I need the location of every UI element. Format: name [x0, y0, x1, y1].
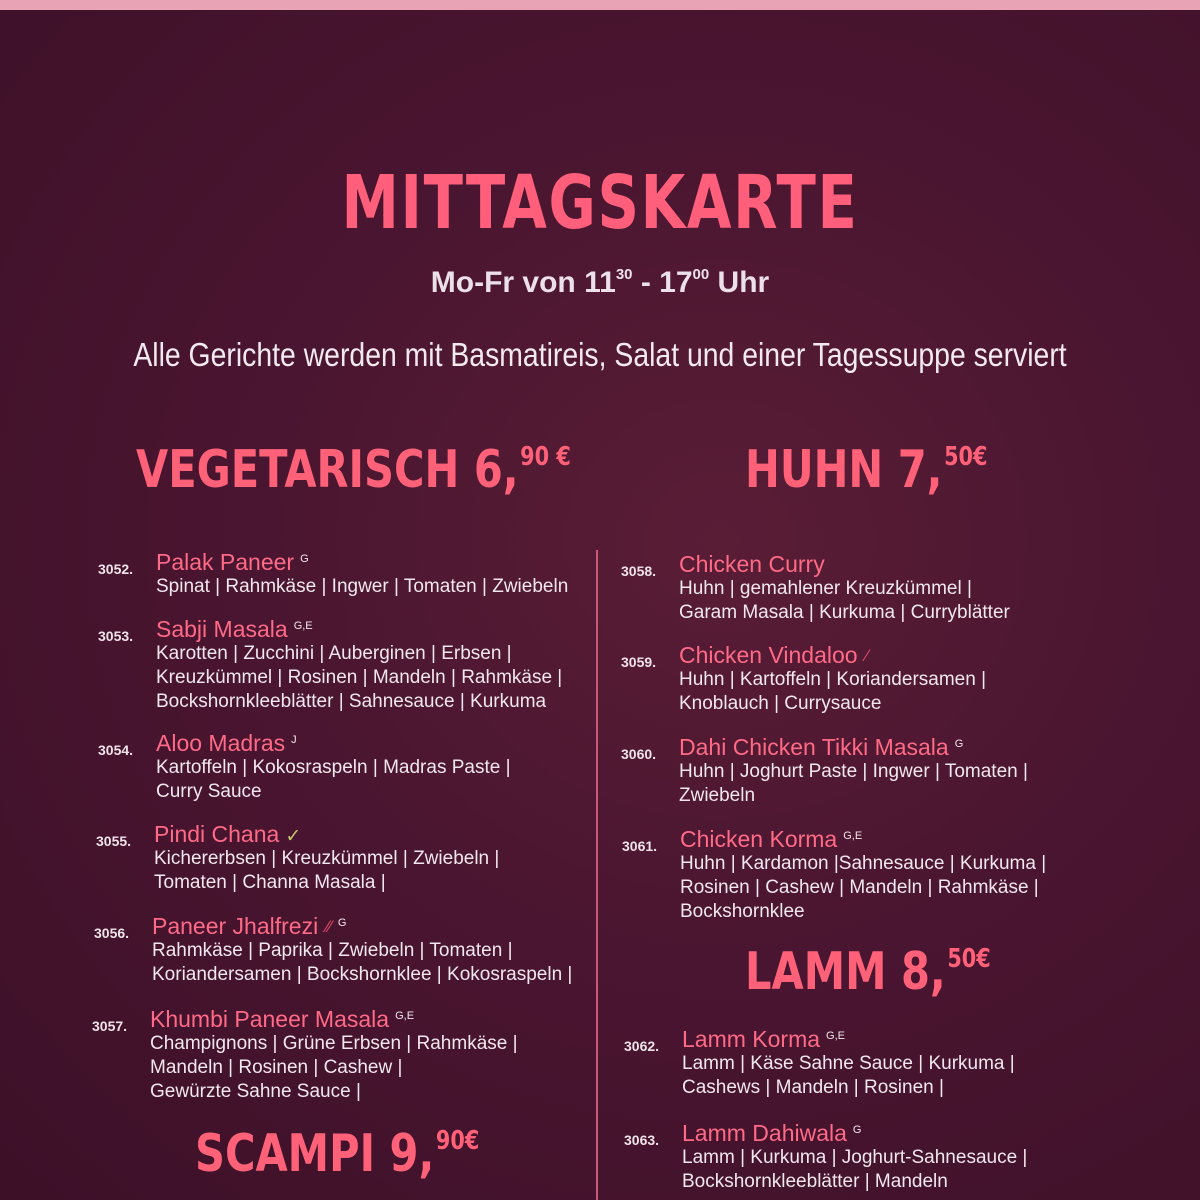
- section-scampi-label: SCAMPI 9,: [195, 1124, 435, 1184]
- description-line: Garam Masala | Kurkuma | Curryblätter: [679, 602, 1010, 623]
- item-name-text: Lamm Korma: [682, 1026, 821, 1052]
- item-number: 3063.: [624, 1132, 660, 1148]
- item-number: 3052.: [98, 561, 134, 577]
- item-description: [156, 642, 562, 714]
- item-name-text: Khumbi Paneer Masala: [150, 1006, 390, 1032]
- section-scampi: [195, 1124, 479, 1184]
- top-edge-strip: [0, 0, 1200, 10]
- hours-start-minutes: 30: [615, 266, 633, 283]
- item-name: [152, 913, 346, 940]
- chili-pepper-icon: ⁄: [865, 646, 869, 665]
- description-line: Huhn | Kartoffeln | Koriandersamen |: [679, 669, 987, 690]
- section-lamm-label: LAMM 8,: [745, 942, 946, 1002]
- item-name-text: Aloo Madras: [156, 730, 286, 756]
- item-number: 3055.: [96, 833, 132, 849]
- description-line: Cashews | Mandeln | Rosinen |: [682, 1077, 944, 1098]
- description-line: Kreuzkümmel | Rosinen | Mandeln | Rahmkäse |: [156, 667, 563, 688]
- item-number: 3053.: [98, 628, 134, 644]
- item-description: [152, 939, 572, 987]
- item-description: [156, 575, 568, 599]
- description-line: Tomaten | Channa Masala |: [154, 872, 386, 893]
- section-vegetarisch: [136, 440, 571, 500]
- description-line: Karotten | Zucchini | Auberginen | Erbsen |: [156, 643, 512, 664]
- allergen-code: G,E: [293, 620, 313, 632]
- section-vegetarisch-label: VEGETARISCH 6,: [136, 440, 519, 500]
- description-line: Huhn | gemahlener Kreuzkümmel |: [679, 578, 972, 599]
- vegan-leaf-icon: ✓: [285, 826, 302, 847]
- item-number: 3061.: [622, 838, 658, 854]
- description-line: Kartoffeln | Kokosraspeln | Madras Paste |: [156, 757, 511, 778]
- item-description: [679, 577, 1010, 625]
- item-name-text: Chicken Korma: [680, 826, 838, 852]
- description-line: Curry Sauce: [156, 781, 262, 802]
- description-line: Knoblauch | Currysauce: [679, 693, 882, 714]
- allergen-code: G: [300, 553, 309, 565]
- allergen-code: G: [337, 917, 347, 929]
- menu-subtitle: Alle Gerichte werden mit Basmatireis, Salat und einer Tagessuppe serviert: [133, 336, 1067, 373]
- item-name-text: Chicken Vindaloo: [679, 642, 858, 668]
- description-line: Huhn | Kardamon |Sahnesauce | Kurkuma |: [680, 853, 1047, 874]
- item-name: [679, 551, 825, 578]
- item-description: [682, 1146, 1027, 1194]
- description-line: Bockshornkleeblätter | Sahnesauce | Kurkuma: [156, 691, 547, 712]
- hours-prefix: Mo-Fr von 11: [430, 266, 616, 299]
- item-number: 3059.: [621, 654, 657, 670]
- hours-suffix: Uhr: [709, 266, 770, 299]
- description-line: Mandeln | Rosinen | Cashew |: [150, 1057, 403, 1078]
- item-number: 3056.: [94, 925, 130, 941]
- menu-title: MITTAGSKARTE: [341, 160, 859, 246]
- allergen-code: J: [291, 734, 297, 746]
- item-number: 3058.: [621, 563, 657, 579]
- item-name: [679, 734, 963, 761]
- item-name-text: Paneer Jhalfrezi: [152, 913, 319, 939]
- hours-end-minutes: 00: [692, 266, 710, 283]
- description-line: Spinat | Rahmkäse | Ingwer | Tomaten | Zwiebeln: [156, 576, 569, 597]
- section-lamm-price-cents: 50€: [947, 944, 991, 974]
- description-line: Rosinen | Cashew | Mandeln | Rahmkäse |: [680, 877, 1039, 898]
- description-line: Gewürzte Sahne Sauce |: [150, 1081, 361, 1102]
- item-description: [682, 1052, 1015, 1100]
- item-name: [156, 730, 297, 757]
- item-description: [679, 760, 1028, 808]
- item-number: 3060.: [621, 746, 657, 762]
- description-line: Bockshornklee: [680, 901, 805, 922]
- item-description: [156, 756, 511, 804]
- item-name-text: Lamm Dahiwala: [682, 1120, 847, 1146]
- allergen-code: G: [852, 1124, 862, 1136]
- section-scampi-price-cents: 90€: [435, 1126, 480, 1156]
- item-name: [150, 1006, 414, 1033]
- item-name-text: Chicken Curry: [679, 551, 825, 577]
- item-number: 3057.: [92, 1018, 128, 1034]
- item-number: 3062.: [624, 1038, 660, 1054]
- section-huhn-label: HUHN 7,: [745, 440, 943, 500]
- description-line: Rahmkäse | Paprika | Zwiebeln | Tomaten |: [152, 940, 513, 961]
- hours-middle: - 17: [632, 266, 693, 299]
- item-description: [150, 1032, 518, 1104]
- section-lamm: [745, 942, 991, 1002]
- item-description: [154, 847, 499, 895]
- item-name: [680, 826, 862, 853]
- item-name-text: Dahi Chicken Tikki Masala: [679, 734, 949, 760]
- description-line: Zwiebeln: [679, 785, 756, 806]
- item-name-text: Palak Paneer: [156, 549, 295, 575]
- description-line: Champignons | Grüne Erbsen | Rahmkäse |: [150, 1033, 518, 1054]
- opening-hours: [0, 266, 1200, 300]
- section-vegetarisch-price-cents: 90 €: [520, 442, 571, 472]
- item-name: [679, 642, 868, 669]
- description-line: Lamm | Käse Sahne Sauce | Kurkuma |: [682, 1053, 1015, 1074]
- allergen-code: G: [954, 738, 964, 750]
- item-description: [680, 852, 1046, 924]
- chili-pepper-icon: ⁄⁄: [326, 917, 332, 936]
- item-name-text: Pindi Chana: [154, 821, 280, 847]
- item-name: [682, 1120, 861, 1147]
- allergen-code: G,E: [826, 1030, 845, 1042]
- description-line: Kichererbsen | Kreuzkümmel | Zwiebeln |: [154, 848, 500, 869]
- section-huhn-price-cents: 50€: [944, 442, 988, 472]
- description-line: Huhn | Joghurt Paste | Ingwer | Tomaten |: [679, 761, 1028, 782]
- item-name: [156, 616, 313, 643]
- item-name: [682, 1026, 845, 1053]
- description-line: Bockshornkleeblätter | Mandeln: [682, 1171, 948, 1192]
- section-huhn: [745, 440, 987, 500]
- item-name-text: Sabji Masala: [156, 616, 288, 642]
- item-description: [679, 668, 986, 716]
- item-name: [156, 549, 309, 576]
- item-number: 3054.: [98, 742, 134, 758]
- allergen-code: G,E: [395, 1010, 415, 1022]
- description-line: Koriandersamen | Bockshornklee | Kokosraspeln |: [152, 964, 573, 985]
- allergen-code: G,E: [843, 830, 863, 842]
- column-divider: [596, 550, 598, 1200]
- description-line: Lamm | Kurkuma | Joghurt-Sahnesauce |: [682, 1147, 1028, 1168]
- item-name: [154, 821, 301, 848]
